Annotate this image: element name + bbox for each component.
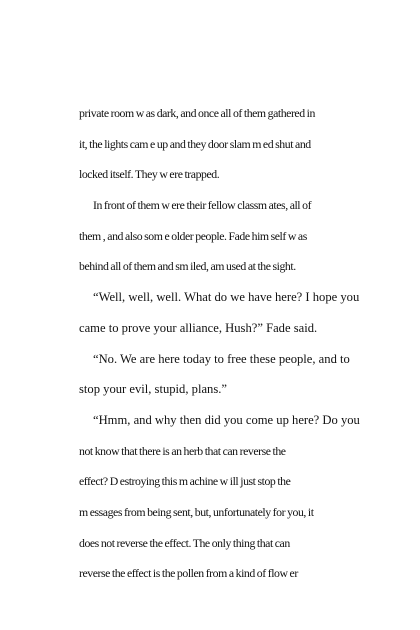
text-line: effect? D estroying this m achine w ill just stop the (79, 474, 291, 489)
text-line: it, the lights cam e up and they door slam m ed shut and (79, 136, 311, 151)
text-line: “Well, well, well. What do we have here? I hope you (93, 290, 360, 305)
text-line: “Hmm, and why then did you come up here? Do you (93, 412, 360, 427)
text-line: behind all of them and sm iled, am used at the sight. (79, 259, 296, 274)
text-line: stop your evil, stupid, plans.” (79, 382, 227, 397)
text-line: private room w as dark, and once all of them gathered in (79, 106, 315, 120)
text-line: reverse the effect is the pollen from a kind of flow er (79, 566, 298, 581)
text-line: locked itself. They w ere trapped. (79, 167, 220, 182)
text-line: them , and also som e older people. Fade him self w as (79, 228, 307, 243)
body-text (79, 98, 379, 589)
text-line: does not reverse the effect. The only thing that can (79, 535, 290, 550)
text-line: In front of them w ere their fellow classm ates, all of (93, 198, 312, 213)
text-line: m essages from being sent, but, unfortunately for you, it (79, 504, 314, 519)
text-line: “No. We are here today to free these people, and to (93, 351, 350, 366)
text-line: not know that there is an herb that can reverse the (79, 443, 286, 458)
text-line: came to prove your alliance, Hush?” Fade said. (79, 320, 318, 335)
